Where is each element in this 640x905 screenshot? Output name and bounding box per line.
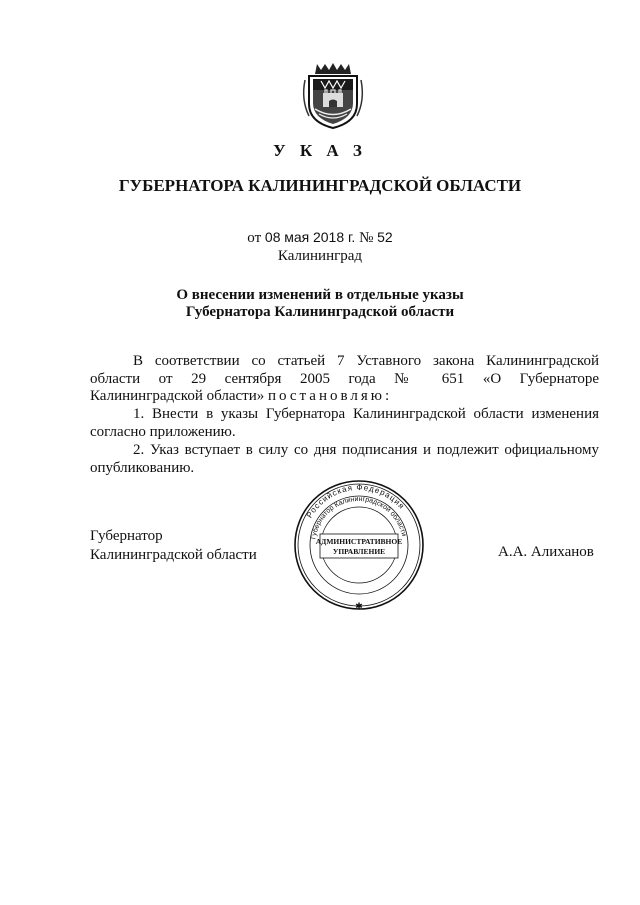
coat-of-arms-icon (299, 60, 367, 130)
date-prefix: от (247, 230, 262, 246)
clause-2-paragraph (90, 442, 599, 477)
seal-inner-ring-text: Губернатор Калининградской области (310, 495, 408, 540)
decree-word: постановляю: (268, 388, 393, 404)
paragraph-line: области от 29 сентября 2005 года № 651 «О Губернаторе (90, 370, 599, 387)
signatory-title-line: Губернатор (90, 528, 163, 544)
document-number: 52 (377, 229, 393, 245)
paragraph-tail: Калининградской области» (90, 388, 265, 404)
signatory-title-line: Калининградской области (90, 547, 257, 563)
subject-line: О внесении изменений в отдельные указы (176, 287, 464, 303)
date-number-line (0, 229, 640, 247)
paragraph-line: опубликованию. (90, 459, 195, 476)
paragraph-line: 2. Указ вступает в силу со дня подписания и подлежит официальному (133, 442, 599, 458)
place-of-issue: Калининград (277, 248, 363, 264)
paragraph-line: 1. Внести в указы Губернатора Калининградской области изменения (133, 406, 599, 422)
date-year: 2018 г. (312, 229, 356, 245)
subject-line: Губернатора Калининградской области (185, 304, 455, 320)
date-month: мая (284, 229, 310, 245)
official-seal (292, 478, 426, 612)
signatory-name: А.А. Алиханов (498, 544, 594, 560)
document-subject (0, 287, 640, 321)
seal-star-icon: ✱ (355, 602, 363, 612)
preamble-paragraph (90, 353, 599, 406)
issuer-heading: ГУБЕРНАТОРА КАЛИНИНГРАДСКОЙ ОБЛАСТИ (118, 176, 522, 195)
paragraph-line (90, 388, 599, 406)
document-type-heading: У К А З (273, 141, 367, 160)
number-label: № (359, 230, 374, 246)
paragraph-line: В соответствии со статьей 7 Уставного закона Калининградской (133, 353, 599, 369)
seal-center-line: УПРАВЛЕНИЕ (332, 547, 386, 556)
signatory-title (90, 527, 257, 565)
date-day: 08 (264, 229, 281, 245)
clause-1-paragraph (90, 406, 599, 441)
seal-center-line: АДМИНИСТРАТИВНОЕ (315, 537, 403, 546)
paragraph-line: согласно приложению. (90, 423, 236, 440)
seal-ring-text: Российская Федерация (304, 482, 407, 520)
